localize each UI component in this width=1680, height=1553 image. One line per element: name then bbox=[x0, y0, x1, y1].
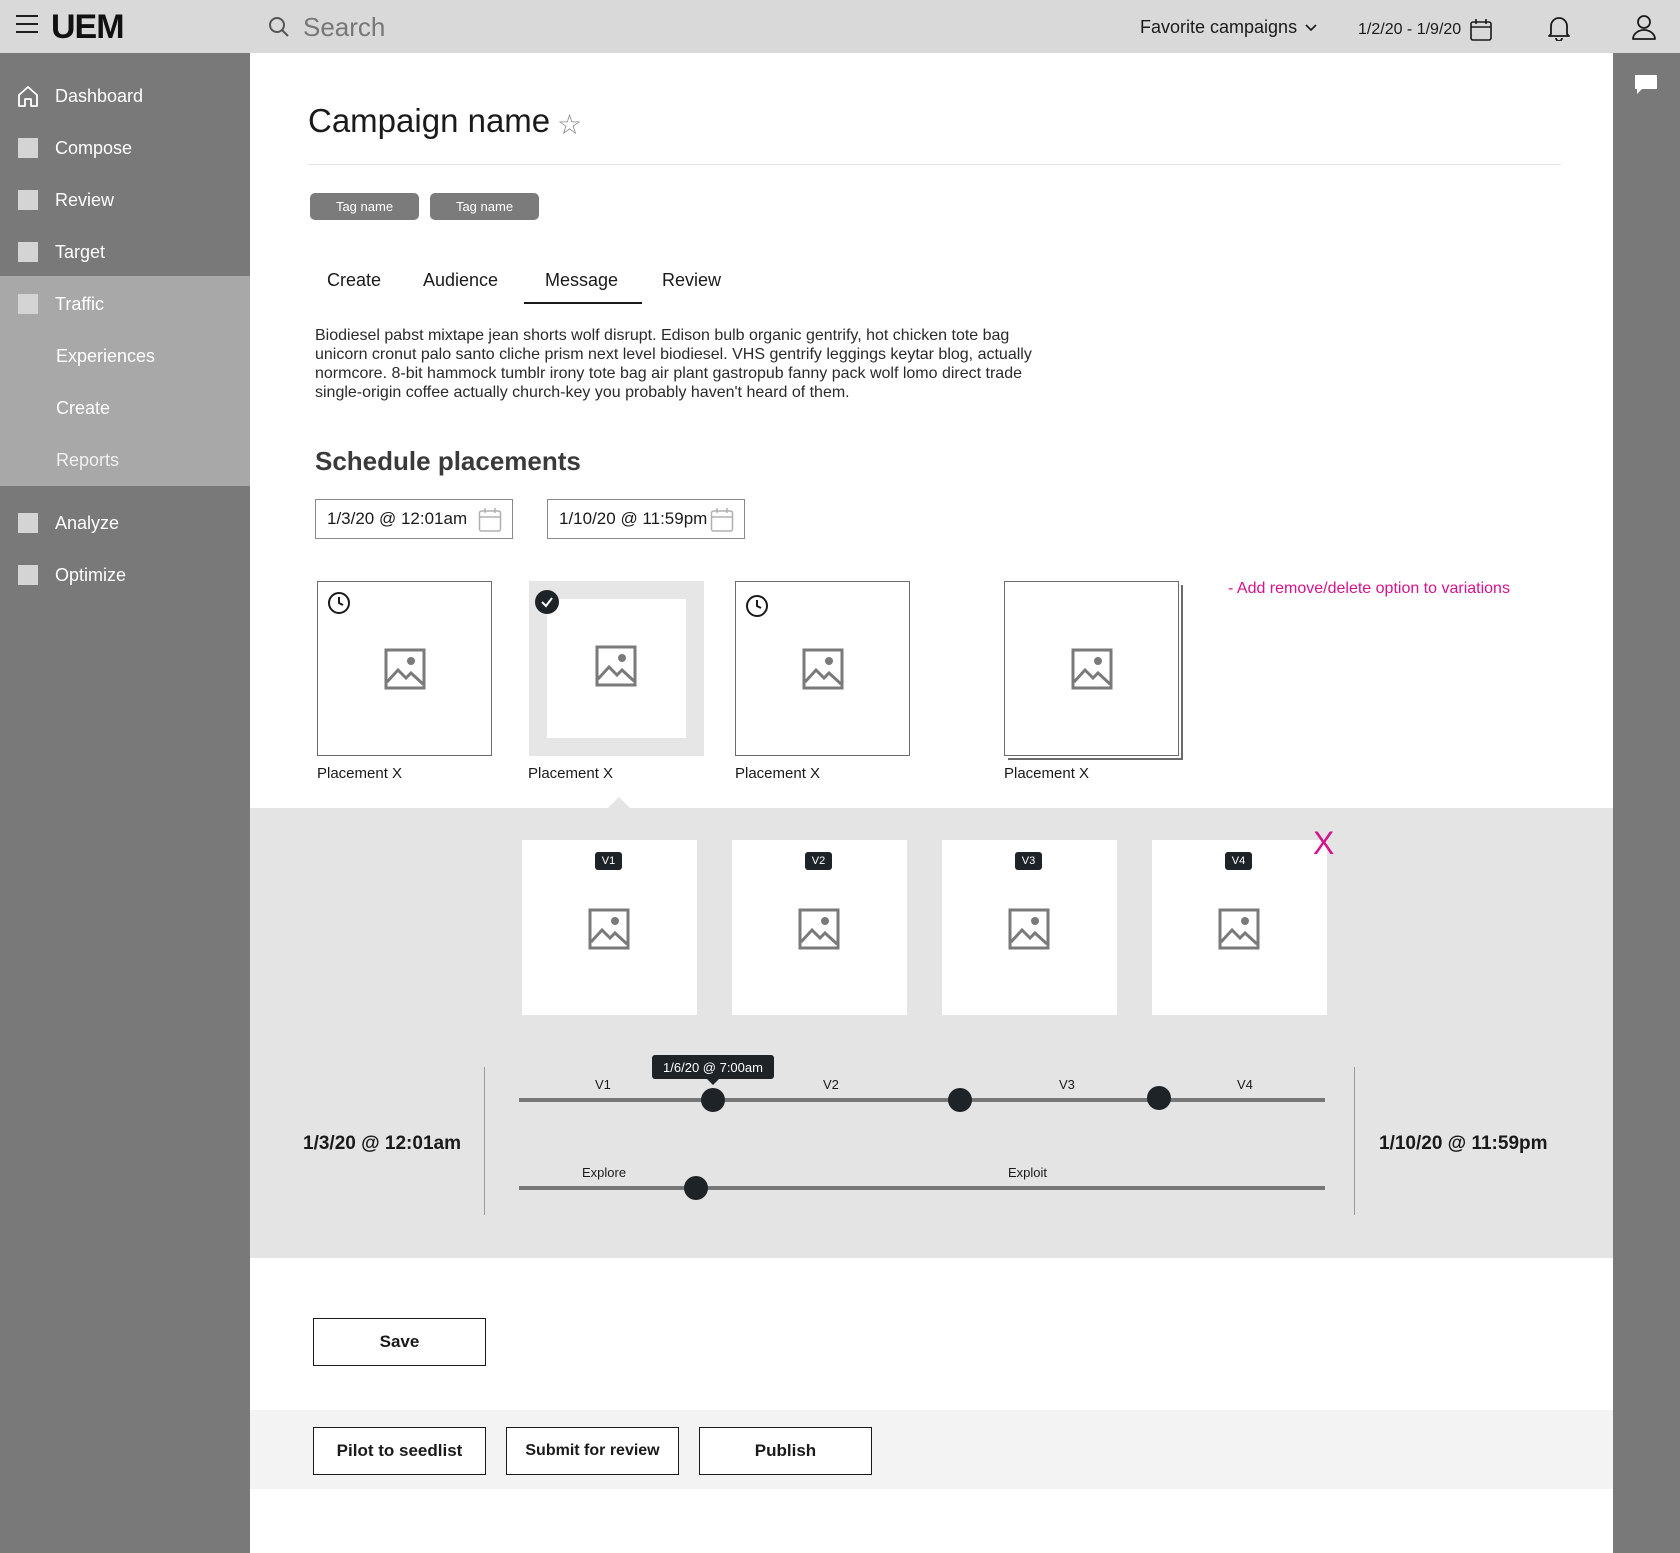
start-date-value: 1/3/20 @ 12:01am bbox=[327, 509, 468, 528]
search-icon bbox=[268, 16, 290, 43]
user-profile-icon[interactable] bbox=[1631, 14, 1657, 45]
chat-icon[interactable] bbox=[1633, 73, 1659, 102]
calendar-icon[interactable] bbox=[478, 507, 502, 533]
sidebar-item-label: Dashboard bbox=[55, 85, 144, 106]
tag-badge[interactable]: Tag name bbox=[430, 193, 539, 220]
page-title: Campaign name bbox=[308, 102, 551, 139]
placement-card[interactable] bbox=[735, 581, 910, 756]
favorite-campaigns-dropdown[interactable] bbox=[1140, 17, 1317, 38]
timeline-end-divider bbox=[1354, 1067, 1355, 1215]
end-date-field[interactable] bbox=[547, 499, 745, 539]
sidebar-subitem-reports[interactable] bbox=[0, 434, 250, 486]
optimize-icon bbox=[18, 565, 38, 585]
segment-label: V1 bbox=[595, 1077, 611, 1092]
date-range-label: 1/2/20 - 1/9/20 bbox=[1358, 21, 1462, 38]
favorite-campaigns-label: Favorite campaigns bbox=[1140, 17, 1298, 37]
placement-label: Placement X bbox=[735, 765, 821, 782]
sidebar-item-optimize[interactable] bbox=[0, 549, 250, 601]
sidebar bbox=[0, 53, 250, 1553]
brand-logo[interactable]: UEM bbox=[51, 8, 124, 46]
calendar-icon bbox=[1469, 18, 1493, 42]
segment-label: V2 bbox=[823, 1077, 839, 1092]
sidebar-subitem-label: Create bbox=[56, 397, 111, 418]
active-tab-indicator bbox=[524, 302, 642, 304]
variation-badge: V2 bbox=[805, 852, 832, 870]
variation-badge: V4 bbox=[1225, 852, 1252, 870]
segment-label: V3 bbox=[1059, 1077, 1075, 1092]
image-placeholder-icon bbox=[1218, 908, 1260, 950]
explore-label: Explore bbox=[582, 1165, 627, 1180]
sidebar-item-label: Review bbox=[55, 189, 115, 210]
variation-badge: V3 bbox=[1015, 852, 1042, 870]
sidebar-item-compose[interactable] bbox=[0, 122, 250, 174]
image-placeholder-icon bbox=[384, 648, 426, 690]
title-divider bbox=[308, 164, 1561, 165]
sidebar-item-analyze[interactable] bbox=[0, 497, 250, 549]
checkmark-icon bbox=[535, 590, 559, 614]
image-placeholder-icon bbox=[588, 908, 630, 950]
timeline-start-divider bbox=[484, 1067, 485, 1215]
tab-create[interactable]: Create bbox=[327, 270, 382, 290]
variation-badge: V1 bbox=[595, 852, 622, 870]
sidebar-item-label: Target bbox=[55, 241, 106, 262]
design-note: - Add remove/delete option to variations bbox=[1228, 580, 1510, 597]
placement-card[interactable] bbox=[317, 581, 492, 756]
home-icon bbox=[17, 85, 39, 107]
right-rail bbox=[1613, 53, 1680, 1553]
variation-card[interactable] bbox=[1152, 840, 1327, 1015]
date-range-picker[interactable] bbox=[1358, 18, 1493, 42]
variations-panel bbox=[250, 808, 1613, 1258]
sidebar-item-dashboard[interactable] bbox=[0, 70, 250, 122]
schedule-start-label: 1/3/20 @ 12:01am bbox=[303, 1133, 461, 1154]
placement-card-stacked[interactable] bbox=[1004, 581, 1179, 756]
sidebar-item-review[interactable] bbox=[0, 174, 250, 226]
clock-icon bbox=[327, 591, 351, 615]
image-placeholder-icon bbox=[595, 645, 637, 687]
sidebar-subitem-experiences[interactable] bbox=[0, 330, 250, 382]
exploit-label: Exploit bbox=[1008, 1165, 1048, 1180]
review-icon bbox=[18, 190, 38, 210]
tag-badge[interactable]: Tag name bbox=[310, 193, 419, 220]
publish-button[interactable]: Publish bbox=[699, 1427, 872, 1475]
start-date-field[interactable] bbox=[315, 499, 513, 539]
schedule-slider-handle[interactable] bbox=[1147, 1086, 1171, 1110]
image-placeholder-icon bbox=[1008, 908, 1050, 950]
schedule-slider-track[interactable] bbox=[519, 1098, 1325, 1102]
hamburger-menu-icon[interactable] bbox=[16, 15, 38, 35]
calendar-icon[interactable] bbox=[710, 507, 734, 533]
notifications-bell-icon[interactable] bbox=[1547, 15, 1571, 46]
sidebar-item-label: Traffic bbox=[55, 293, 105, 314]
sidebar-item-label: Compose bbox=[55, 137, 133, 158]
schedule-slider-handle[interactable] bbox=[948, 1088, 972, 1112]
compose-icon bbox=[18, 138, 38, 158]
top-bar bbox=[0, 0, 1680, 53]
slider-tooltip: 1/6/20 @ 7:00am bbox=[652, 1055, 774, 1079]
sidebar-item-label: Optimize bbox=[55, 564, 127, 585]
sidebar-item-target[interactable] bbox=[0, 226, 250, 278]
sidebar-item-traffic[interactable] bbox=[0, 278, 250, 330]
chevron-down-icon bbox=[1305, 24, 1317, 32]
sidebar-subitem-label: Experiences bbox=[56, 345, 156, 366]
end-date-value: 1/10/20 @ 11:59pm bbox=[559, 509, 708, 528]
sidebar-item-label: Analyze bbox=[55, 512, 120, 533]
image-placeholder-icon bbox=[802, 648, 844, 690]
placement-label: Placement X bbox=[317, 765, 403, 782]
traffic-icon bbox=[18, 294, 38, 314]
sidebar-subitem-label: Reports bbox=[56, 449, 120, 470]
submit-for-review-button[interactable]: Submit for review bbox=[506, 1427, 679, 1475]
tab-review[interactable]: Review bbox=[662, 270, 722, 290]
placement-card-selected[interactable] bbox=[529, 581, 704, 756]
panel-pointer bbox=[607, 797, 631, 809]
pilot-to-seedlist-button[interactable]: Pilot to seedlist bbox=[313, 1427, 486, 1475]
tab-audience[interactable]: Audience bbox=[423, 270, 499, 290]
variation-card[interactable] bbox=[942, 840, 1117, 1015]
placement-label: Placement X bbox=[1004, 765, 1090, 782]
campaign-description: Biodiesel pabst mixtape jean shorts wolf disrupt. Edison bulb organic gentrify, hot chicken tote bag unicorn cronut palo santo cliche prism next level biodiesel. VHS gentrify leggings keytar blog, actually normcore. 8-bit hammock tumblr irony tote bag air plant gastropub fanny pack wolf lomo direct trade single-origin coffee actually church-key you probably haven't heard of them. bbox=[315, 327, 1032, 401]
analyze-icon bbox=[18, 513, 38, 533]
schedule-end-label: 1/10/20 @ 11:59pm bbox=[1379, 1133, 1548, 1154]
clock-icon bbox=[745, 594, 769, 618]
remove-variation-button[interactable]: X bbox=[1313, 825, 1335, 861]
save-button[interactable]: Save bbox=[313, 1318, 486, 1366]
schedule-slider-handle[interactable] bbox=[701, 1088, 725, 1112]
favorite-star-icon[interactable]: ☆ bbox=[557, 109, 583, 140]
tab-message[interactable]: Message bbox=[545, 270, 619, 290]
sidebar-subitem-create[interactable] bbox=[0, 382, 250, 434]
explore-exploit-slider-track[interactable] bbox=[519, 1186, 1325, 1190]
variation-card[interactable] bbox=[522, 840, 697, 1015]
explore-exploit-slider-handle[interactable] bbox=[684, 1176, 708, 1200]
image-placeholder-icon bbox=[798, 908, 840, 950]
image-placeholder-icon bbox=[1071, 648, 1113, 690]
variation-card[interactable] bbox=[732, 840, 907, 1015]
target-icon bbox=[18, 242, 38, 262]
placement-label: Placement X bbox=[528, 765, 614, 782]
schedule-heading: Schedule placements bbox=[315, 446, 581, 476]
segment-label: V4 bbox=[1237, 1077, 1253, 1092]
search-input[interactable] bbox=[303, 9, 783, 45]
